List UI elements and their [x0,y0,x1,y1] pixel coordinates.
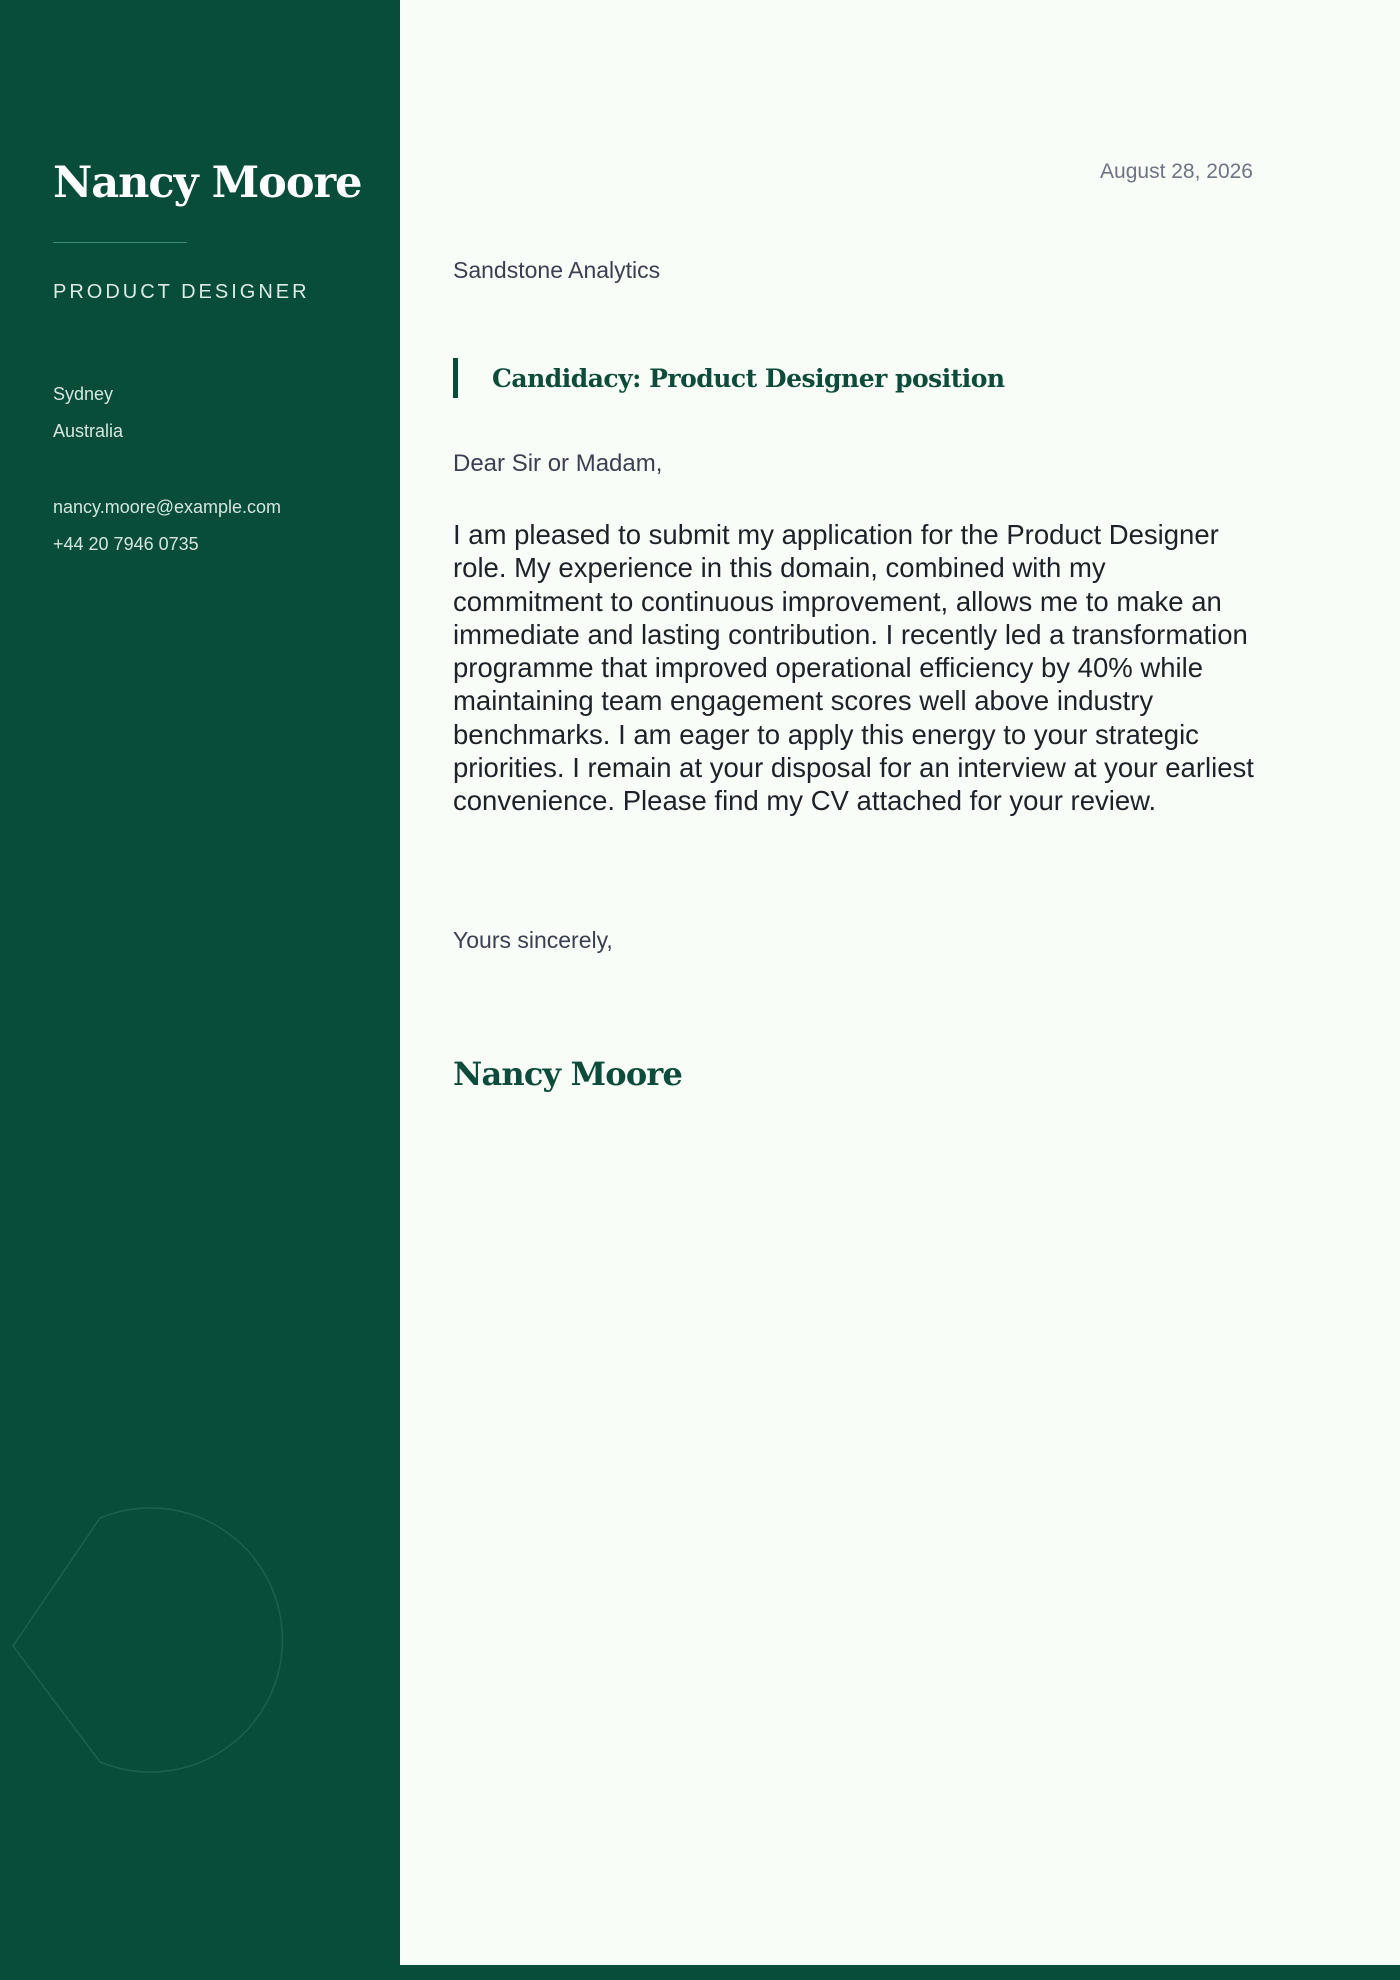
sender-phone: +44 20 7946 0735 [53,534,199,554]
sidebar [0,0,400,1980]
sender-title: PRODUCT DESIGNER [53,281,310,303]
letter-page [400,0,1400,1965]
salutation: Dear Sir or Madam, [453,450,663,477]
signature-name: Nancy Moore [453,1055,682,1093]
sender-country: Australia [53,421,124,441]
closing: Yours sincerely, [453,927,613,953]
subject-line [453,358,1005,398]
sender-city: Sydney [53,384,114,404]
recipient-company: Sandstone Analytics [453,257,661,283]
sender-email: nancy.moore@example.com [53,497,282,517]
letter-body: I am pleased to submit my application for the Product Designer role. My experience in this domain, combined with my commitment to continuous improvement, allows me to make an immediate and lasting contribution. I recently led a transformation programme that improved operational efficiency by 40% while maintaining team engagement scores well above industry benchmarks. I am eager to apply this energy to your strategic priorities. I remain at your disposal for an interview at your earliest convenience. Please find my CV attached for your review. [453,519,1254,817]
decorative-drop-shape [0,1500,400,1800]
subject-text: Candidacy: Product Designer position [492,363,1005,393]
letter-date: August 28, 2026 [1100,160,1253,183]
name-divider [53,242,187,243]
sender-name: Nancy Moore [53,158,362,208]
